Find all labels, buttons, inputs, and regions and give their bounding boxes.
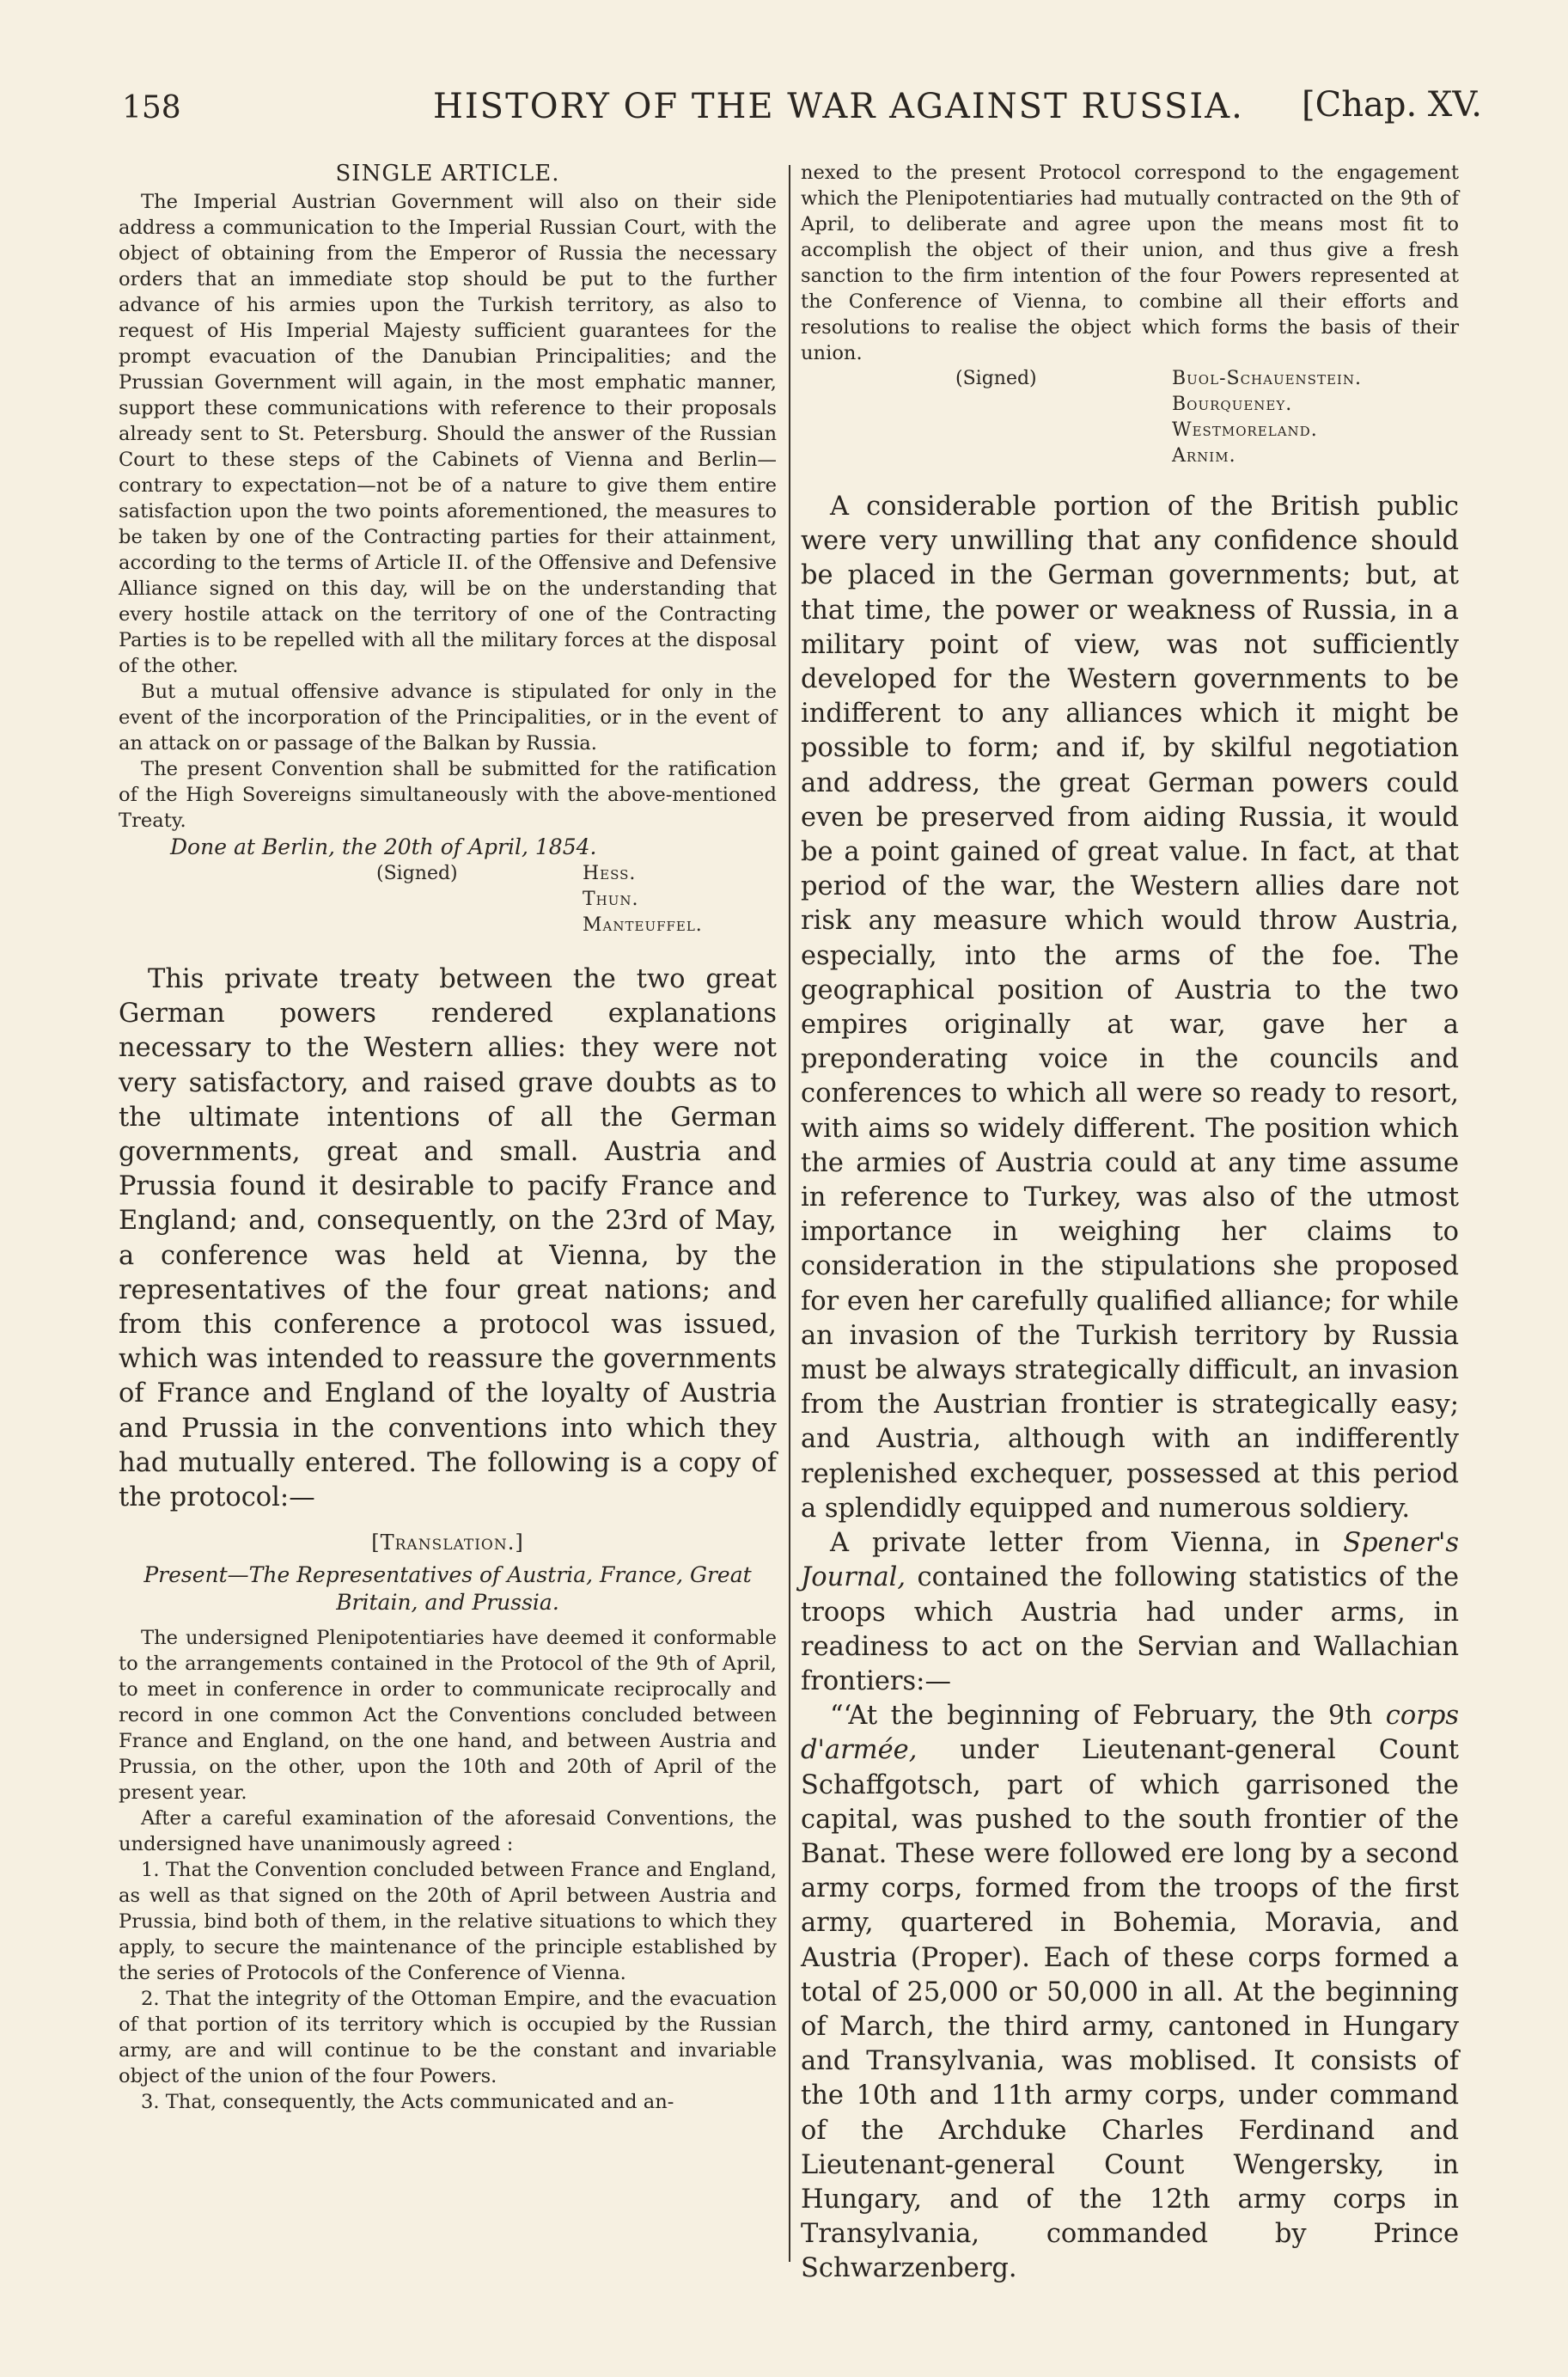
single-article-heading: SINGLE ARTICLE.: [335, 161, 560, 186]
text-run: contained the following statistics of the troops which Austria had under arms, in readiness to act on the Servian and Wallachian frontiers:—: [801, 1562, 1459, 1696]
text-run: under Lieutenant-general Count Schaffgotsch, part of which garrisoned the capital, was pushed to the south frontier of the Banat. These were followed ere long by a second army corps, formed from the troops of the first army, quartered in Bohemia, Moravia, and Austria (Proper). Each of these corps formed a total of 25,000 or 50,000 in all. At the beginning of March, the third army, cantoned in Hungary and Transylvania, was moblised. It consists of the 10th and 11th army corps, under command of the Archduke Charles Ferdinand and Lieutenant-general Count Wengersky, in Hungary, and of the 12th army corps in Transylvania, commanded by Prince Schwarzenberg.: [801, 1735, 1459, 2284]
signed-label: (Signed): [955, 368, 1037, 389]
left-column: [119, 160, 777, 2115]
signer-name: Hess.: [583, 863, 637, 884]
protocol-para-1: The undersigned Plenipotentiaries have deemed it conformable to the arrangements contained in the Protocol of the 9th of April, to meet in conference in order to communicate reciprocally and record in one common Act the Conventions concluded between France and England, on the one hand, and between Austria and Prussia, on the other, upon the 10th and 20th of April of the present year.: [119, 1627, 777, 1805]
page-number: 158: [122, 90, 181, 125]
signer-list: [1172, 366, 1362, 469]
present-line: Present—The Representatives of Austria, France, Great Britain, and Prussia.: [143, 1562, 752, 1616]
protocol-para-2: After a careful examination of the aforesaid Conventions, the undersigned have unanimously agreed :: [119, 1807, 777, 1856]
protocol-continuation: nexed to the present Protocol correspond to the engagement which the Plenipotentiaries had mutually contracted on the 9th of April, to deliberate and agree upon the means most fit to accomplish the object of their union, and thus give a fresh sanction to the firm intention of the four Powers represented at the Conference of Vienna, to combine all their efforts and resolutions to realise the object which forms the basis of their union.: [801, 162, 1459, 364]
protocol-item-2: 2. That the integrity of the Ottoman Empire, and the evacuation of that portion of its territory which is occupied by the Russian army, are and will continue to be the constant and invariable object of the union of the four Powers.: [119, 1988, 777, 2088]
quoted-statistics-paragraph: [801, 1699, 1459, 2286]
running-title: HISTORY OF THE WAR AGAINST RUSSIA.: [433, 87, 1244, 126]
source-title: Spener's Journal,: [801, 1528, 1459, 1593]
protocol-item-1: 1. That the Convention concluded between France and England, as well as that signed on the 20th of April between Austria and Prussia, bind both of them, in the relative situations to which they apply, to secure the maintenance of the principle established by the series of Protocols of the Conference of Vienna.: [119, 1859, 777, 1985]
signer-name: Arnim.: [1172, 445, 1236, 467]
main-paragraph: This private treaty between the two great German powers rendered explanations necessary to the Western allies: they were not very satisfactory, and raised grave doubts as to the ultimate intentions of all the German governments, great and small. Austria and Prussia found it desirable to pacify France and England; and, consequently, on the 23rd of May, a conference was held at Vienna, by the representatives of the four great nations; and from this conference a protocol was issued, which was intended to reassure the governments of France and England of the loyalty of Austria and Prussia in the conventions into which they had mutually entered. The following is a copy of the protocol:—: [119, 964, 777, 1513]
signer-name: Manteuffel.: [583, 914, 703, 936]
signer-name: Bourqueney.: [1172, 394, 1293, 415]
private-letter-paragraph: [801, 1526, 1459, 1699]
signer-name: Buol-Schauenstein.: [1172, 368, 1362, 389]
signed-label: (Signed): [376, 863, 458, 884]
right-column: [801, 160, 1459, 2287]
signature-block: [119, 861, 777, 944]
done-at-line: Done at Berlin, the 20th of April, 1854.: [170, 834, 597, 859]
single-article-para-1: The Imperial Austrian Government will also on their side address a communication to the Imperial Russian Court, with the object of obtaining from the Emperor of Russia the necessary orders that an immediate stop should be put to the further advance of his armies upon the Turkish territory, as also to request of His Imperial Majesty sufficient guarantees for the prompt evacuation of the Danubian Principalities; and the Prussian Government will again, in the most emphatic manner, support these communications with reference to their proposals already sent to St. Petersburg. Should the answer of the Russian Court to these steps of the Cabinets of Vienna and Berlin—contrary to expectation—not be of a nature to give them entire satisfaction upon the two points aforementioned, the measures to be taken by one of the Contracting parties for their attainment, according to the terms of Article II. of the Offensive and Defensive Alliance signed on this day, will be on the understanding that every hostile attack on the territory of one of the Contracting Parties is to be repelled with all the military forces at the disposal of the other.: [119, 191, 777, 677]
signer-list: [583, 861, 703, 938]
column-divider: [789, 165, 790, 2262]
signer-name: Westmoreland.: [1172, 419, 1318, 441]
signer-name: Thun.: [583, 889, 639, 910]
running-header: [122, 82, 1482, 137]
british-public-paragraph: A considerable portion of the British public were very unwilling that any confidence should be placed in the German governments; but, at that time, the power or weakness of Russia, in a military point of view, was not sufficiently developed for the Western governments to be indifferent to any alliances which it might be possible to form; and if, by skilful negotiation and address, the great German powers could even be preserved from aiding Russia, it would be a point gained of great value. In fact, at that period of the war, the Western allies dare not risk any measure which would throw Austria, especially, into the arms of the foe. The geographical position of Austria to the two empires originally at war, gave her a preponderating voice in the councils and conferences to which all were so ready to resort, with aims so widely different. The position which the armies of Austria could at any time assume in reference to Turkey, was also of the utmost importance in weighing her claims to consideration in the stipulations she proposed for even her carefully qualified alliance; for while an invasion of the Turkish territory by Russia must be always strategically difficult, an invasion from the Austrian frontier is strategically easy; and Austria, although with an indifferently replenished exchequer, possessed at this period a splendidly equipped and numerous soldiery.: [801, 492, 1459, 1524]
translation-heading: [Translation.]: [371, 1531, 524, 1555]
italic-term: corps d'armée,: [801, 1701, 1459, 1766]
single-article-para-3: The present Convention shall be submitted for the ratification of the High Sovereigns simultaneously with the above-mentioned Treaty.: [119, 758, 777, 832]
single-article-para-2: But a mutual offensive advance is stipulated for only in the event of the incorporation of the Principalities, or in the event of an attack on or passage of the Balkan by Russia.: [119, 681, 777, 755]
protocol-signature-block: [801, 366, 1459, 478]
protocol-item-3: 3. That, consequently, the Acts communicated and an-: [141, 2091, 674, 2114]
chapter-label: [Chap. XV.: [1302, 85, 1482, 125]
text-run: “‘At the beginning of February, the 9th: [830, 1701, 1386, 1732]
text-run: A private letter from Vienna, in: [830, 1528, 1344, 1559]
